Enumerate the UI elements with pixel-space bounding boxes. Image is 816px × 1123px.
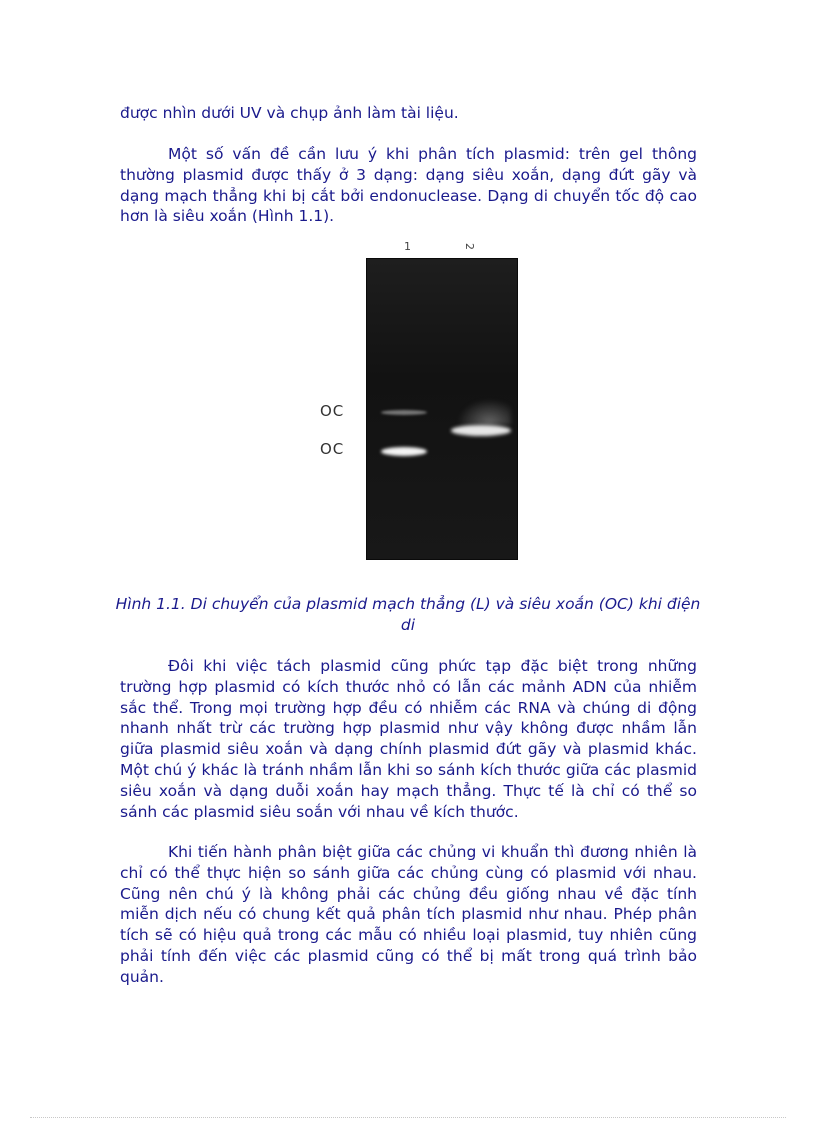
gel-image [366,258,518,560]
paragraph-uv-imaging: được nhìn dưới UV và chụp ảnh làm tài liệu. [120,104,459,122]
band-label-lower: OC [320,440,345,458]
paragraph-strain-comparison: Khi tiến hành phân biệt giữa các chủng vi khuẩn thì đương nhiên là chỉ có thể thực hiện so sánh giữa các chủng cùng có plasmid với nhau. Cũng nên chú ý là không phải các chủng đều giống nhau về đặc tính miễn dịch nếu có chung kết quả phân tích plasmid như nhau. Phép phân tích sẽ có hiệu quả trong các mẫu có nhiều loại plasmid, tuy nhiên cũng phải tính đến việc các plasmid cũng có thể bị mất trong quá trình bảo quản. [120,843,697,986]
lane-number-2: 2 [463,243,476,250]
gel-band-lane2 [451,425,511,436]
paragraph-plasmid-forms: Một số vấn đề cần lưu ý khi phân tích plasmid: trên gel thông thường plasmid được thấy ở 3 dạng: dạng siêu xoắn, dạng đứt gãy và dạng mạch thẳng khi bị cắt bởi endonuclease. Dạng di chuyển tốc độ cao hơn là siêu xoắn (Hình 1.1). [120,145,697,226]
figure-caption: Hình 1.1. Di chuyển của plasmid mạch thẳng (L) và siêu xoắn (OC) khi điện di [115,595,701,634]
gel-smear-lane2 [457,399,511,425]
band-label-upper: OC [320,402,345,420]
paragraph-plasmid-separation: Đôi khi việc tách plasmid cũng phức tạp đặc biệt trong những trường hợp plasmid có kích thước nhỏ có lẫn các mảnh ADN của nhiễm sắc thể. Trong mọi trường hợp đều có nhiễm các RNA và chúng di động nhanh nhất trừ các trường hợp plasmid như vậy không được nhầm lẫn giữa plasmid siêu xoắn và dạng chính plasmid đứt gãy và plasmid khác. Một chú ý khác là tránh nhầm lẫn khi so sánh kích thước giữa các plasmid siêu xoắn và dạng duỗi xoắn hay mạch thẳng. Thực tế là chỉ có thể so sánh các plasmid siêu soắn với nhau về kích thước. [120,657,697,821]
lane-number-1: 1 [404,240,411,253]
gel-electrophoresis-figure [300,236,540,566]
page-bottom-divider [30,1117,786,1118]
gel-band-lane1-upper [381,410,427,415]
gel-band-lane1-lower [381,447,427,456]
